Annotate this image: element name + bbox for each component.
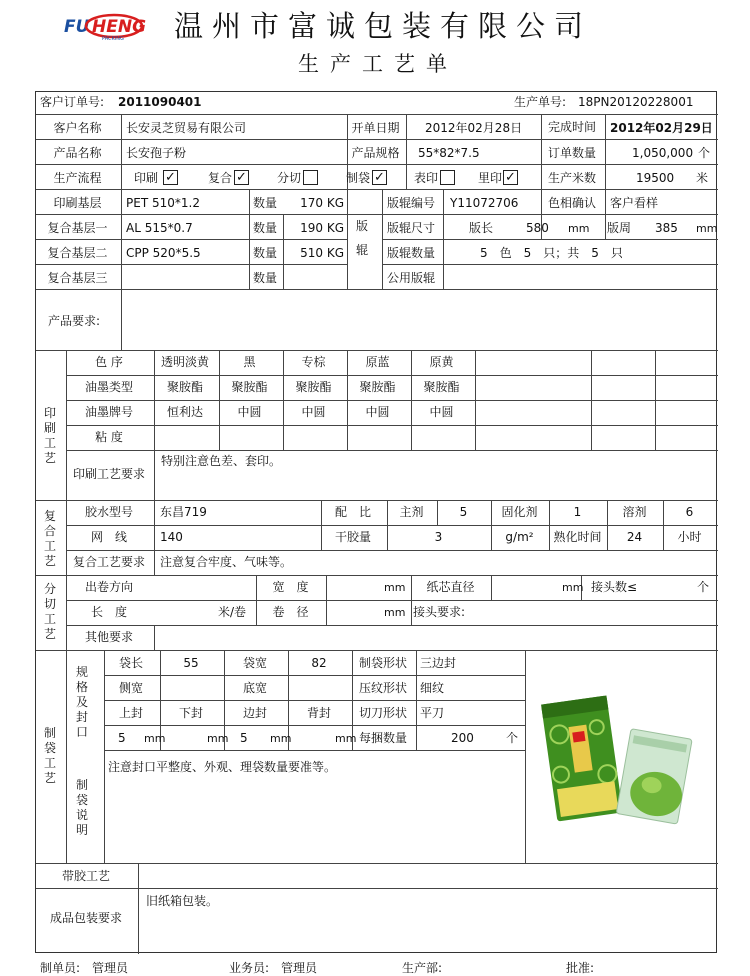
finish-time: 2012年02月29日 [610, 121, 713, 135]
maker-label: 制单员: [40, 961, 81, 975]
bag-shape-value: 三边封 [420, 656, 457, 670]
substrate-qty-label: 数量 [252, 246, 277, 260]
flow-lamination-checkbox[interactable]: ✓ [234, 170, 249, 185]
cure-time-value: 24 [626, 530, 643, 544]
maker-name: 管理员 [92, 961, 129, 975]
substrate-material: CPP 520*5.5 [126, 246, 201, 260]
substrate-label: 复合基层二 [47, 246, 108, 260]
bag-shape-label: 制袋形状 [358, 656, 407, 670]
svg-text:FU: FU [64, 17, 90, 37]
flow-printing-checkbox[interactable]: ✓ [163, 170, 178, 185]
printing-req: 特别注意色差、套印。 [161, 454, 282, 468]
substrate-label: 复合基层一 [47, 221, 108, 235]
slit-width-unit: mm [384, 581, 406, 594]
joints-unit: 个 [697, 580, 710, 594]
core-label: 纸芯直径 [426, 580, 475, 594]
top-seal-value: 5 [118, 731, 126, 745]
main-agent: 5 [459, 505, 468, 519]
substrate-material: AL 515*0.7 [126, 221, 193, 235]
main-agent-label: 主剂 [399, 505, 424, 519]
flow-step-label: 分切 [277, 171, 302, 185]
solvent-value: 6 [685, 505, 694, 519]
direction-label: 出卷方向 [84, 580, 133, 594]
company-name: 温州市富诚包装有限公司 [174, 9, 593, 43]
bag-back [616, 729, 692, 824]
back-seal-unit: mm [335, 732, 357, 745]
bag-width-label: 袋宽 [242, 656, 267, 670]
color-order-cell: 专棕 [301, 355, 326, 369]
bag-width-value: 82 [311, 656, 327, 670]
ink-brand-cell: 中圆 [301, 405, 326, 419]
shared-roller-label: 公用版辊 [386, 271, 435, 285]
back-seal-label: 背封 [306, 706, 331, 720]
roller-count-label: 版辊数量 [386, 246, 435, 260]
curing-label: 固化剂 [501, 505, 538, 519]
product-spec: 55*82*7.5 [418, 146, 480, 160]
bag-length-label: 袋长 [118, 656, 143, 670]
approve-label: 批准: [566, 961, 595, 975]
substrate-qty-label: 数量 [252, 196, 277, 210]
sales-label: 业务员: [229, 961, 270, 975]
customer-order-label: 客户订单号: [40, 95, 105, 109]
tape-label: 带胶工艺 [61, 869, 110, 883]
packaging-label: 成品包装要求 [49, 911, 122, 925]
emboss-value: 细纹 [420, 681, 445, 695]
bag-front [541, 695, 623, 821]
print-row-label: 油墨类型 [84, 380, 133, 394]
slit-width-label: 宽 度 [272, 580, 309, 594]
customer-name-label: 客户名称 [53, 121, 102, 135]
customer-name: 长安灵芝贸易有限公司 [126, 121, 247, 135]
roller-circ-label: 版周 [607, 221, 632, 235]
side-seal-unit: mm [270, 732, 292, 745]
ratio-label: 配 比 [334, 505, 371, 519]
curing-value: 1 [573, 505, 582, 519]
product-photo [528, 682, 714, 826]
product-spec-label: 产品规格 [351, 146, 400, 160]
product-req-label: 产品要求: [48, 314, 101, 328]
cure-time-label: 熟化时间 [553, 530, 602, 544]
packaging-value: 旧纸箱包装。 [146, 894, 219, 908]
bundle-value: 200 [451, 731, 474, 745]
print-row-label: 色 序 [95, 355, 123, 369]
print-row-label: 粘 度 [95, 430, 123, 444]
flow-bagmaking-checkbox[interactable]: ✓ [372, 170, 387, 185]
printing-section-label: 印刷工艺 [43, 406, 56, 465]
lamination-req: 注意复合牢度、气味等。 [160, 555, 293, 569]
substrate-qty: 190 KG [300, 221, 344, 235]
product-name-label: 产品名称 [53, 146, 102, 160]
ink-brand-cell: 中圆 [429, 405, 454, 419]
flow-reverse-print-checkbox[interactable]: ✓ [503, 170, 518, 185]
bottom-width-label: 底宽 [242, 681, 267, 695]
joint-req-label: 接头要求: [413, 605, 466, 619]
substrate-label: 印刷基层 [53, 196, 102, 210]
emboss-label: 压纹形状 [358, 681, 407, 695]
ink-type-cell: 聚胺酯 [295, 380, 332, 394]
roller-count-text: 5 色 5 只；共 5 只 [480, 246, 623, 260]
production-no-label: 生产单号: [514, 95, 567, 109]
joints-label: 接头数≤ [591, 580, 638, 594]
mesh-value: 140 [160, 530, 183, 544]
bottom-seal-unit: mm [207, 732, 229, 745]
top-seal-unit: mm [144, 732, 166, 745]
order-qty-unit: 个 [698, 146, 711, 160]
side-seal-label: 边封 [242, 706, 267, 720]
roll-dia-unit: mm [384, 606, 406, 619]
substrate-qty-label: 数量 [252, 271, 277, 285]
other-req-label: 其他要求 [84, 630, 133, 644]
bag-length-value: 55 [183, 656, 199, 670]
substrate-qty-label: 数量 [252, 221, 277, 235]
side-width-label: 侧宽 [118, 681, 143, 695]
svg-text:PACKING: PACKING [102, 36, 124, 42]
flow-surface-print-checkbox[interactable] [440, 170, 455, 185]
top-seal-label: 上封 [118, 706, 143, 720]
dry-glue-value: 3 [434, 530, 443, 544]
bundle-unit: 个 [506, 731, 519, 745]
spec-seal-label: 规格及封口 [75, 665, 88, 739]
roller-circ-unit: mm [696, 222, 718, 235]
ink-type-cell: 聚胺酯 [231, 380, 268, 394]
open-date-label: 开单日期 [351, 121, 400, 135]
color-confirm: 客户看样 [610, 196, 659, 210]
flow-step-label: 表印 [414, 171, 439, 185]
slitting-section-label: 分切工艺 [43, 582, 56, 641]
cutter-value: 平刀 [420, 706, 445, 720]
meters-label: 生产米数 [547, 171, 596, 185]
finish-time-label: 完成时间 [547, 120, 596, 134]
bundle-label: 每捆数量 [358, 731, 407, 745]
roller-size-label: 版辊尺寸 [386, 221, 435, 235]
glue-model: 东昌719 [160, 505, 207, 519]
roller-section-label: 版辊 [355, 219, 368, 257]
roller-length-label: 版长 [469, 221, 494, 235]
order-qty: 1,050,000 [632, 146, 694, 160]
substrate-qty: 510 KG [300, 246, 344, 260]
cutter-label: 切刀形状 [358, 706, 407, 720]
color-order-cell: 黑 [243, 355, 256, 369]
substrate-qty: 170 KG [300, 196, 344, 210]
ink-type-cell: 聚胺酯 [423, 380, 460, 394]
solvent-label: 溶剂 [622, 505, 647, 519]
substrate-material: PET 510*1.2 [126, 196, 200, 210]
roll-dia-label: 卷 径 [272, 605, 309, 619]
product-name: 长安孢子粉 [126, 146, 187, 160]
bagmaking-section-label: 制袋工艺 [43, 726, 56, 785]
glue-label: 胶水型号 [84, 505, 133, 519]
bag-desc: 注意封口平整度、外观、理袋数量要准等。 [108, 760, 337, 774]
substrate-label: 复合基层三 [47, 271, 108, 285]
ink-type-cell: 聚胺酯 [359, 380, 396, 394]
flow-label: 生产流程 [53, 171, 102, 185]
printing-req-label: 印刷工艺要求 [72, 467, 145, 481]
ink-brand-cell: 中圆 [237, 405, 262, 419]
flow-step-label: 制袋 [346, 171, 371, 185]
mesh-label: 网 线 [90, 530, 127, 544]
flow-step-label: 复合 [208, 171, 233, 185]
color-order-cell: 原黄 [429, 355, 454, 369]
color-confirm-label: 色相确认 [547, 196, 596, 210]
ink-brand-cell: 中圆 [365, 405, 390, 419]
side-seal-value: 5 [240, 731, 248, 745]
production-dept-label: 生产部: [402, 961, 443, 975]
roller-length-value: 580 [526, 221, 549, 235]
color-order-cell: 透明淡黄 [160, 355, 209, 369]
bottom-seal-label: 下封 [178, 706, 203, 720]
slit-length-label: 长 度 [90, 605, 127, 619]
flow-slitting-checkbox[interactable] [303, 170, 318, 185]
flow-step-label: 里印 [478, 171, 503, 185]
dry-glue-unit: g/m² [505, 530, 534, 544]
lamination-section-label: 复合工艺 [43, 509, 56, 568]
roller-length-unit: mm [568, 222, 590, 235]
customer-order-no: 2011090401 [118, 95, 202, 109]
core-unit: mm [562, 581, 584, 594]
print-row-label: 油墨牌号 [84, 405, 133, 419]
order-qty-label: 订单数量 [547, 146, 596, 160]
svg-text:HENG: HENG [92, 17, 147, 37]
ink-brand-cell: 恒利达 [166, 405, 203, 419]
roller-no-label: 版辊编号 [386, 196, 435, 210]
flow-step-label: 印刷 [134, 171, 159, 185]
roller-no: Y11072706 [450, 196, 519, 210]
document-title: 生产工艺单 [298, 52, 458, 76]
bag-desc-label: 制袋说明 [75, 778, 88, 837]
roller-circ-value: 385 [655, 221, 678, 235]
meters-unit: 米 [696, 171, 709, 185]
ink-type-cell: 聚胺酯 [166, 380, 203, 394]
meters-value: 19500 [636, 171, 675, 185]
slit-length-unit: 米/卷 [218, 605, 247, 619]
dry-glue-label: 干胶量 [334, 530, 371, 544]
lamination-req-label: 复合工艺要求 [72, 555, 145, 569]
color-order-cell: 原蓝 [365, 355, 390, 369]
open-date: 2012年02月28日 [425, 121, 523, 135]
cure-time-unit: 小时 [677, 530, 702, 544]
company-logo [62, 12, 162, 42]
production-no: 18PN20120228001 [578, 95, 694, 109]
sales-name: 管理员 [281, 961, 318, 975]
